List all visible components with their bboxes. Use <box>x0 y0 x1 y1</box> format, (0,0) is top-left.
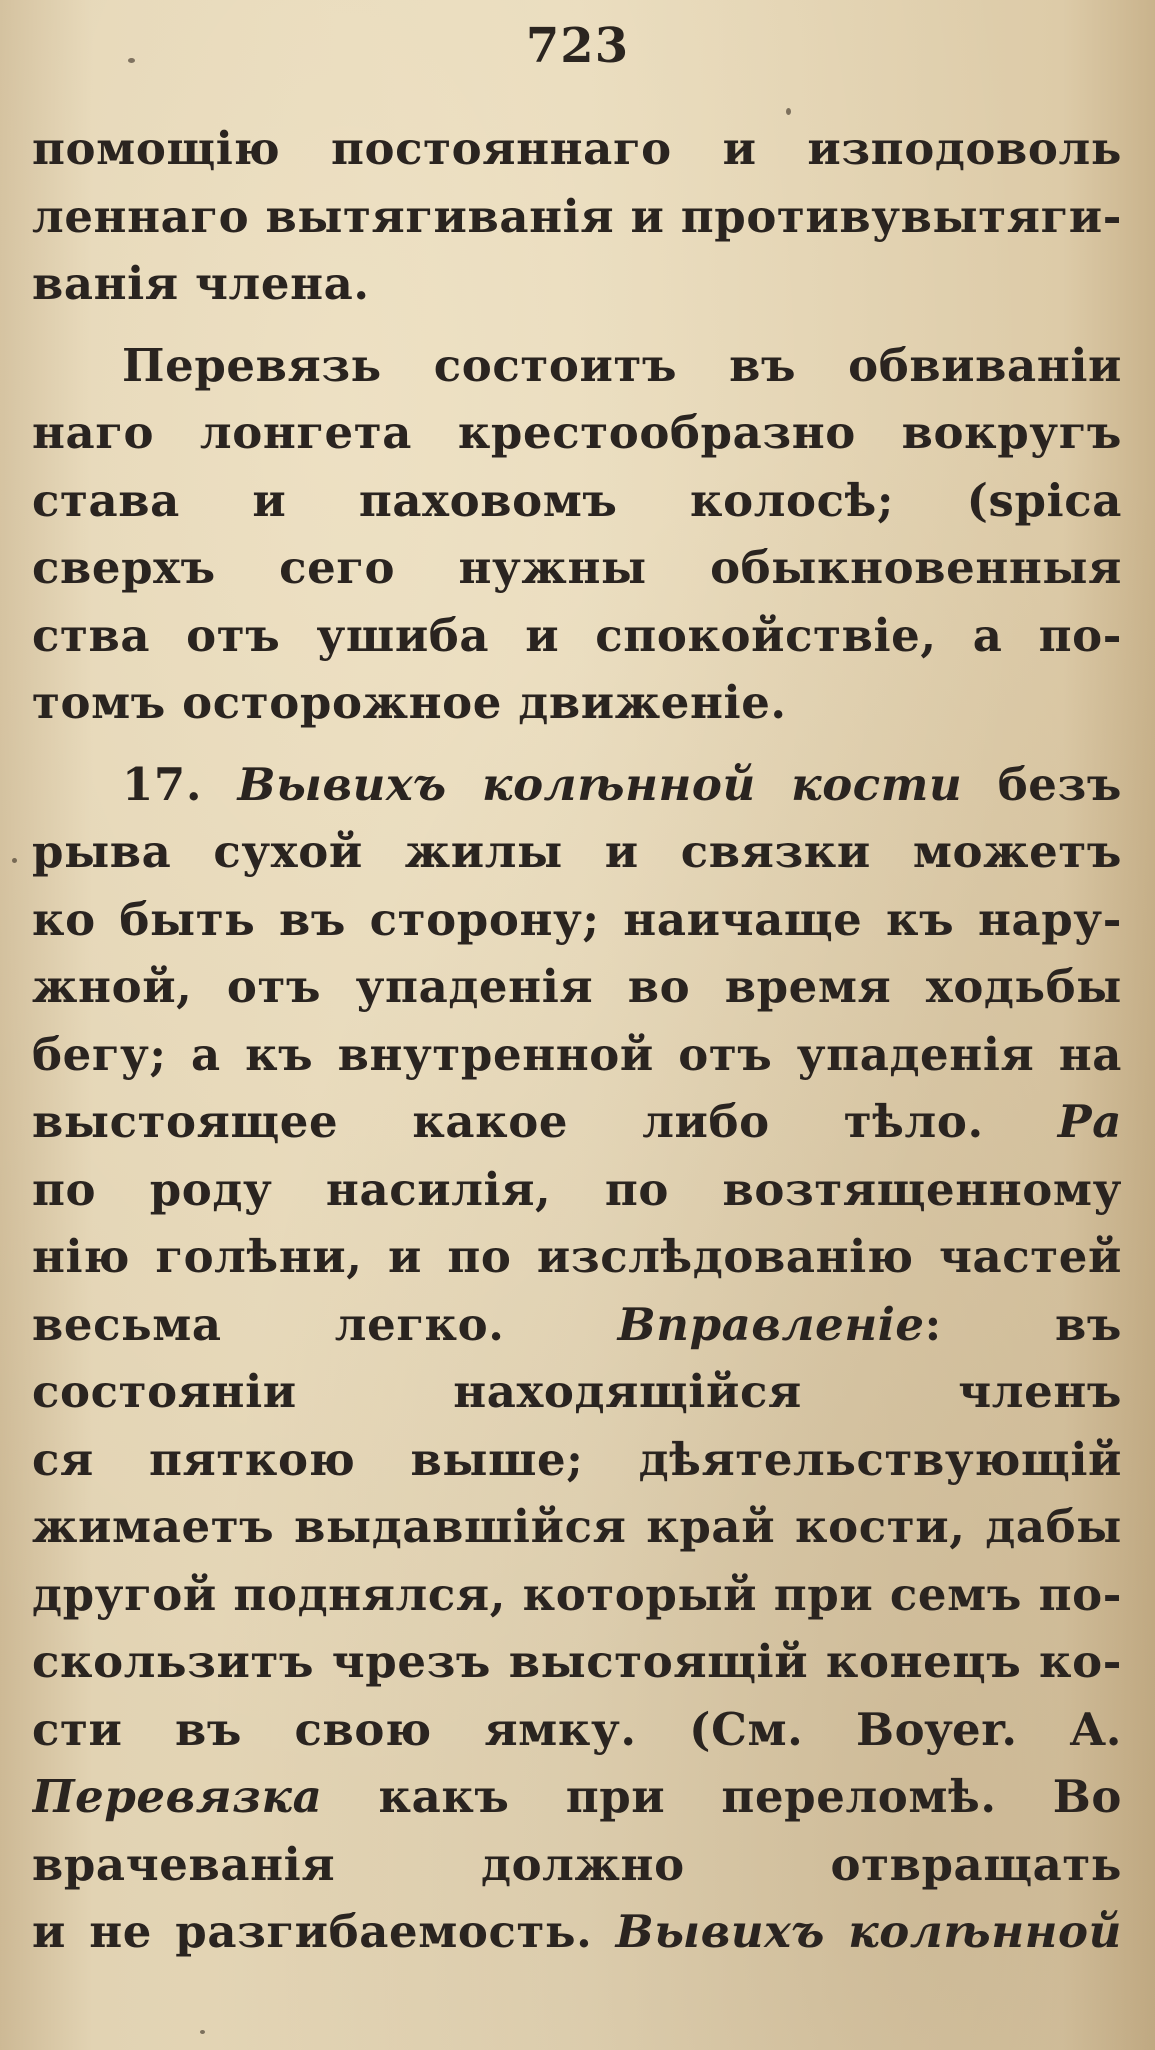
text-fragment: и не разгибаемость. <box>32 1905 593 1958</box>
text-line: ванія члена. <box>32 257 370 310</box>
ink-speck <box>128 58 135 63</box>
ink-speck <box>200 2030 205 2034</box>
text-line: по роду насилія, по возтященному <box>32 1162 1122 1216</box>
text-line: сверхъ сего нужны обыкновенныя <box>32 541 1122 594</box>
inline-heading: Вправленіе <box>617 1297 925 1351</box>
text-line: ко быть въ сторону; наичаще къ нару- <box>32 892 1122 946</box>
inline-heading: Вывихъ колѣнной <box>615 1905 1122 1958</box>
text-line: бегу; а къ внутренной отъ упаденія на <box>32 1027 1122 1081</box>
text-line: Перевязь состоитъ въ обвиваніи <box>122 338 1122 392</box>
text-line: помощію постояннаго и изподоволь <box>32 122 1122 175</box>
page-number: 723 <box>525 18 630 74</box>
text-line <box>32 1291 1122 1359</box>
text-line: томъ осторожное движеніе. <box>32 676 787 729</box>
text-fragment: выстоящее какое либо тѣло. <box>32 1095 984 1148</box>
section-number: 17. <box>122 757 203 811</box>
text-line: ства отъ ушиба и спокойствіе, а по- <box>32 608 1122 662</box>
text-fragment: весьма легко. <box>32 1297 505 1351</box>
text-line: скользитъ чрезъ выстоящій конецъ ко- <box>32 1635 1122 1688</box>
section-heading: Вывихъ колѣнной кости <box>237 757 963 811</box>
text-fragment: : въ <box>924 1297 1122 1351</box>
inline-heading: Ра <box>1057 1095 1122 1148</box>
text-line: ся пяткою выше; дѣятельствующій <box>32 1432 1122 1486</box>
inline-heading: Перевязка <box>32 1770 323 1823</box>
text-line <box>32 1763 1122 1831</box>
text-fragment: какъ при переломѣ. Во <box>378 1770 1122 1823</box>
text-line <box>32 1898 1122 1966</box>
text-line: жимаетъ выдавшійся край кости, дабы <box>32 1500 1122 1553</box>
ink-speck <box>12 858 17 863</box>
text-line: жной, отъ упаденія во время ходьбы <box>32 960 1122 1013</box>
text-line <box>32 751 1122 819</box>
text-line: наго лонгета крестообразно вокругъ <box>32 406 1122 459</box>
text-line: врачеванія должно отвращать <box>32 1837 1122 1891</box>
text-line: нію голѣни, и по изслѣдованію частей <box>32 1230 1122 1283</box>
text-line: сти въ свою ямку. (См. Boyer. A. <box>32 1702 1122 1756</box>
text-line: рыва сухой жилы и связки можетъ <box>32 825 1122 878</box>
text-line: леннаго вытягиванія и противувытяги- <box>32 189 1122 243</box>
text-fragment: безъ <box>997 757 1122 811</box>
text-line: става и паховомъ колосѣ; (spica <box>32 473 1122 527</box>
text-line <box>32 1088 1122 1156</box>
text-line: состояніи находящійся членъ <box>32 1365 1122 1418</box>
body-text <box>32 115 1122 1966</box>
text-line: другой поднялся, который при семъ по- <box>32 1567 1122 1621</box>
ink-speck <box>786 108 791 115</box>
